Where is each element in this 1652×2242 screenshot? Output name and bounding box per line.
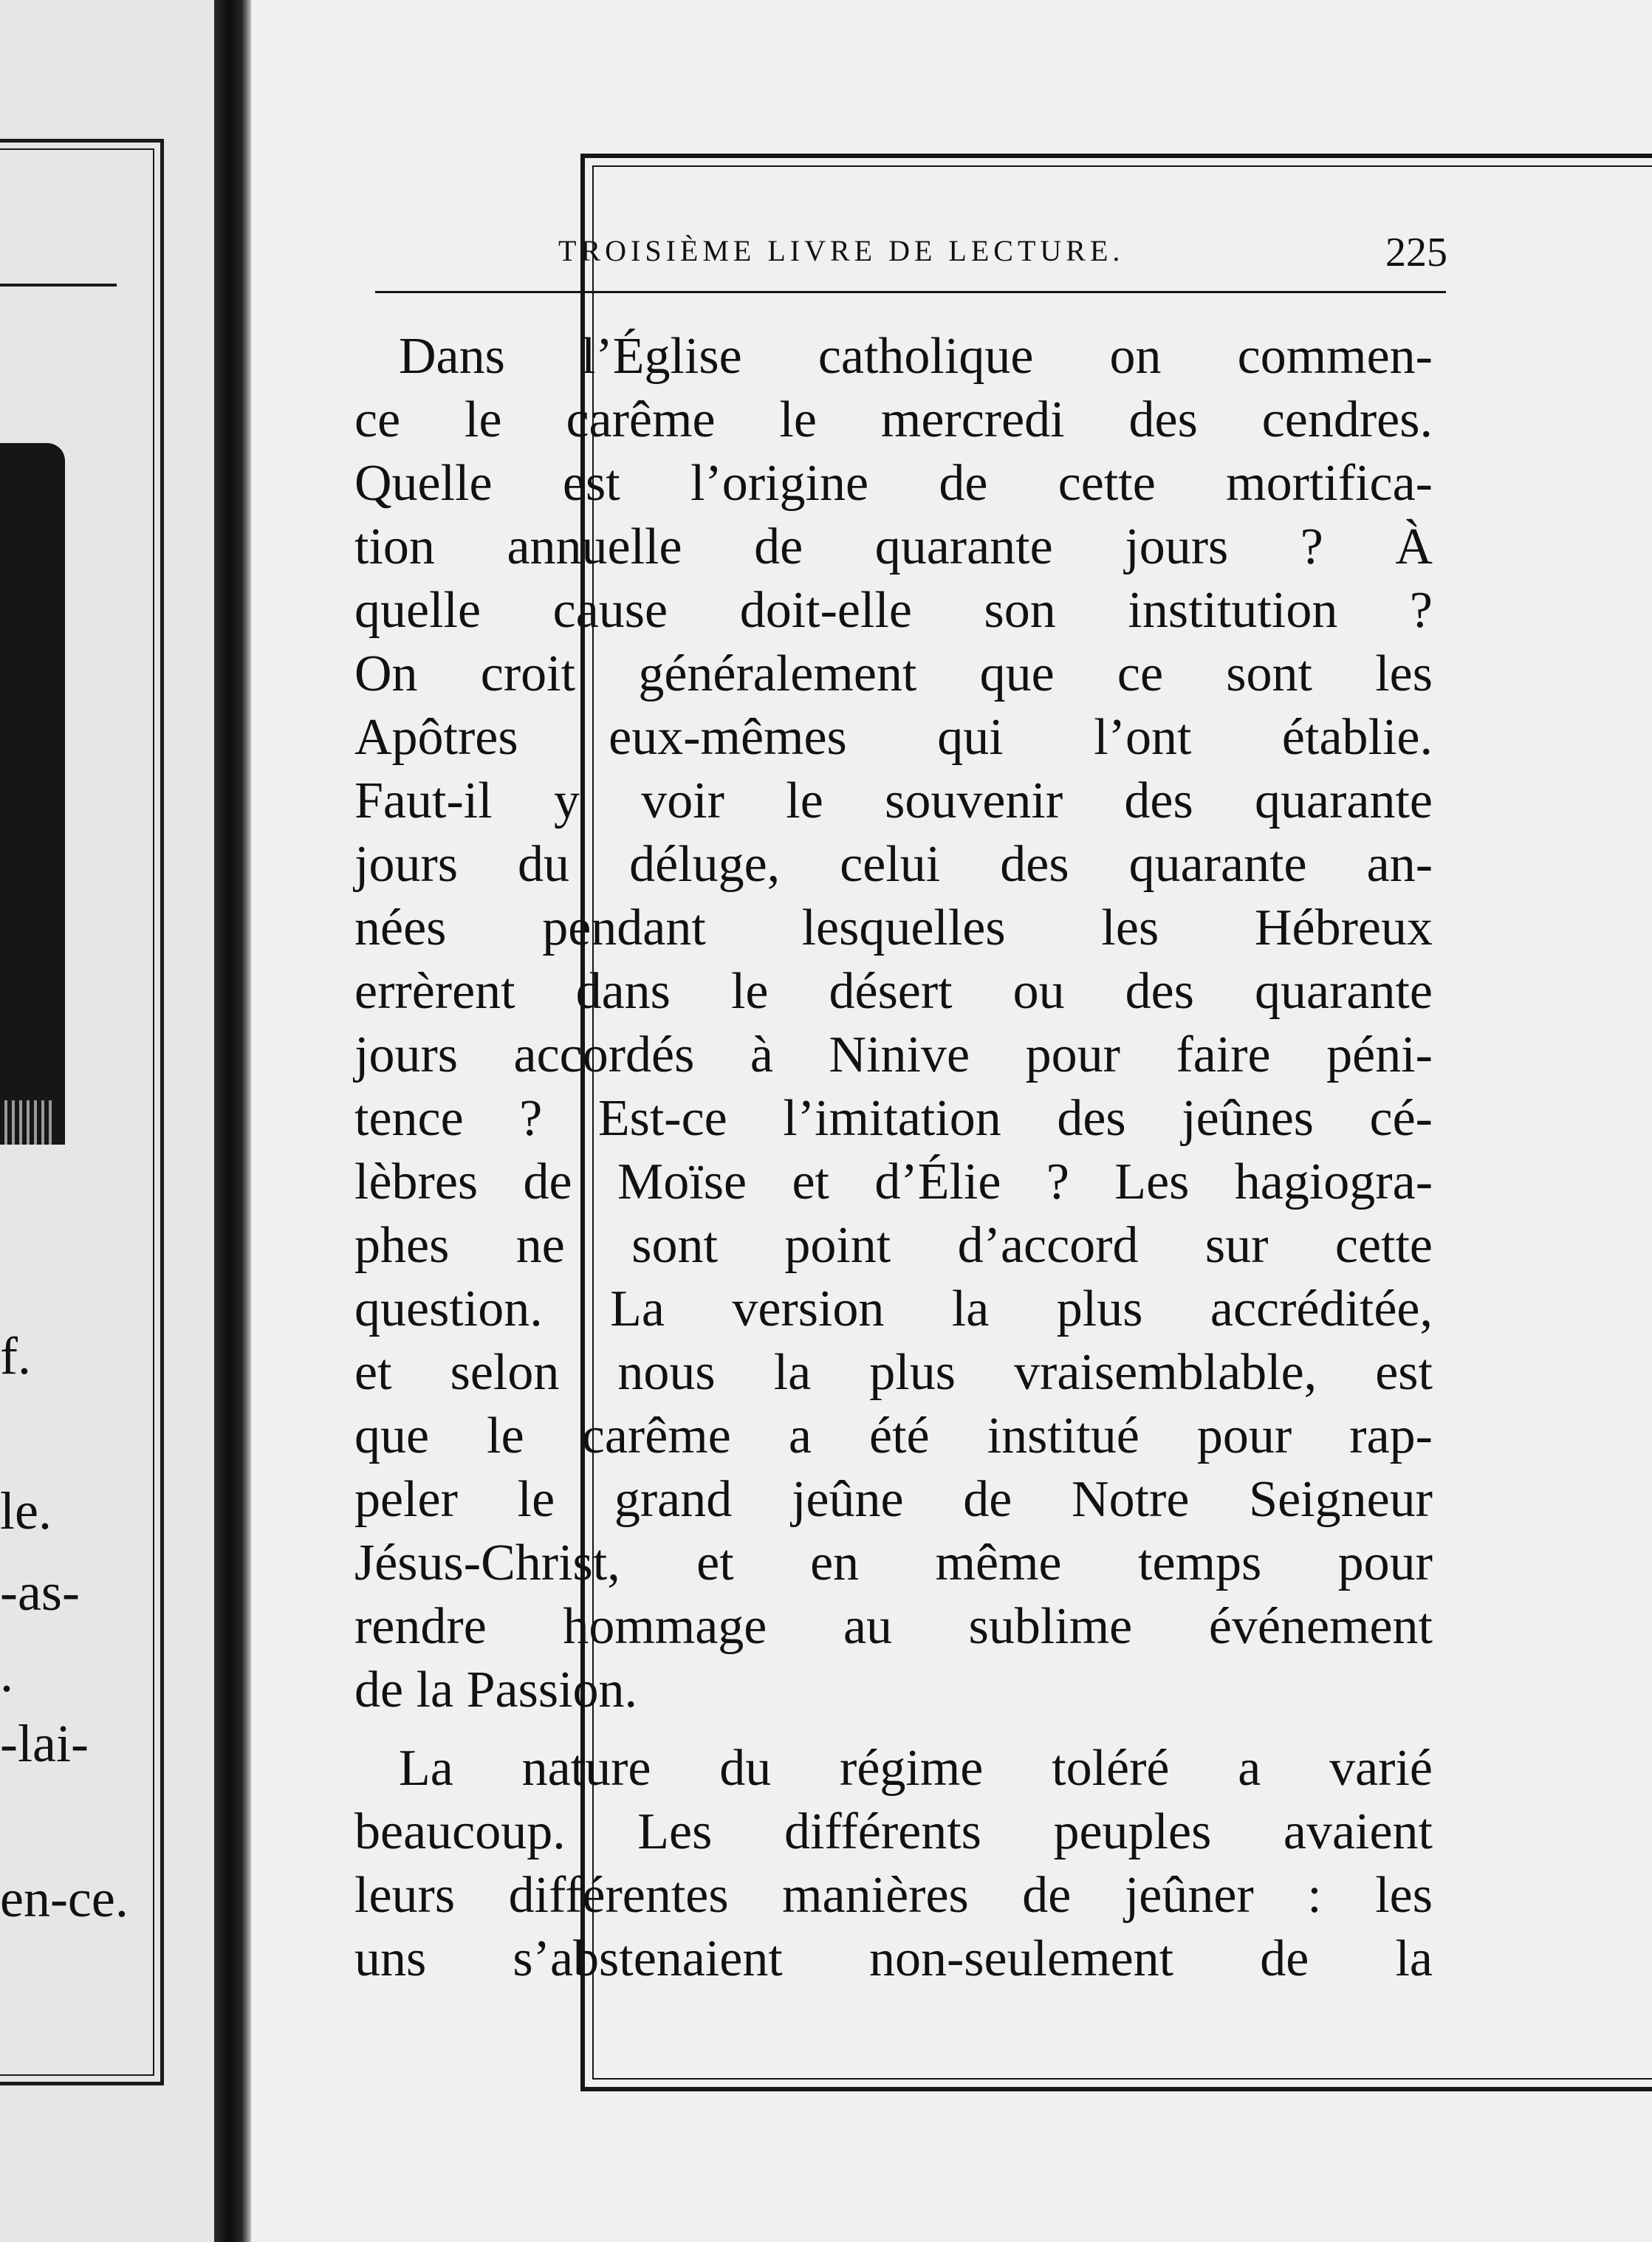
previous-page-text-fragment: en-ce. xyxy=(0,1869,128,1928)
text-line: nées pendant lesquelles les Hébreux xyxy=(354,899,1433,956)
text-line: beaucoup. Les différents peuples avaient xyxy=(354,1803,1433,1860)
text-line: tence ? Est-ce l’imitation des jeûnes cé- xyxy=(354,1090,1433,1147)
text-line: Quelle est l’origine de cette mortifica- xyxy=(354,455,1433,512)
page-number: 225 xyxy=(1385,230,1447,275)
text-line: On croit généralement que ce sont les xyxy=(354,645,1433,702)
text-line: tion annuelle de quarante jours ? À xyxy=(354,518,1433,575)
running-header xyxy=(369,230,1447,278)
text-line: question. La version la plus accréditée, xyxy=(354,1281,1433,1337)
text-line: et selon nous la plus vraisemblable, est xyxy=(354,1344,1433,1401)
text-line: Dans l’Église catholique on commen- xyxy=(399,328,1433,385)
text-line: Faut-il y voir le souvenir des quarante xyxy=(354,772,1433,829)
previous-page-fragment xyxy=(0,0,214,2242)
text-line: jours du déluge, celui des quarante an- xyxy=(354,836,1433,893)
previous-page-header-rule xyxy=(0,284,117,287)
text-line: lèbres de Moïse et d’Élie ? Les hagiogra- xyxy=(354,1153,1433,1210)
text-line: rendre hommage au sublime événement xyxy=(354,1598,1433,1655)
text-line: Apôtres eux-mêmes qui l’ont établie. xyxy=(354,709,1433,766)
running-title: TROISIÈME LIVRE DE LECTURE. xyxy=(558,234,1125,267)
text-line: peler le grand jeûne de Notre Seigneur xyxy=(354,1471,1433,1528)
previous-page-text-fragment: -as- xyxy=(0,1563,80,1622)
previous-page-text-fragment: . xyxy=(0,1644,13,1703)
text-line: jours accordés à Ninive pour faire péni- xyxy=(354,1026,1433,1083)
text-line: La nature du régime toléré a varié xyxy=(399,1740,1433,1797)
text-line: quelle cause doit-elle son institution ? xyxy=(354,582,1433,639)
previous-page-text-fragment: f. xyxy=(0,1326,31,1385)
text-line: phes ne sont point d’accord sur cette xyxy=(354,1217,1433,1274)
text-line: ce le carême le mercredi des cendres. xyxy=(354,391,1433,448)
text-line: Jésus-Christ, et en même temps pour xyxy=(354,1535,1433,1591)
previous-page-engraving xyxy=(0,443,65,1145)
text-line: que le carême a été institué pour rap- xyxy=(354,1408,1433,1464)
paragraph xyxy=(354,1737,1433,1991)
text-line: uns s’abstenaient non-seulement de la xyxy=(354,1930,1433,1987)
book-gutter xyxy=(214,0,251,2242)
body-text xyxy=(354,325,1433,2006)
text-line: de la Passion. xyxy=(354,1662,638,1718)
paragraph xyxy=(354,325,1433,1722)
text-line: errèrent dans le désert ou des quarante xyxy=(354,963,1433,1020)
header-rule xyxy=(375,291,1446,293)
previous-page-text-fragment: -lai- xyxy=(0,1714,89,1773)
previous-page-text-fragment: le. xyxy=(0,1481,52,1540)
text-line: leurs différentes manières de jeûner : les xyxy=(354,1867,1433,1924)
